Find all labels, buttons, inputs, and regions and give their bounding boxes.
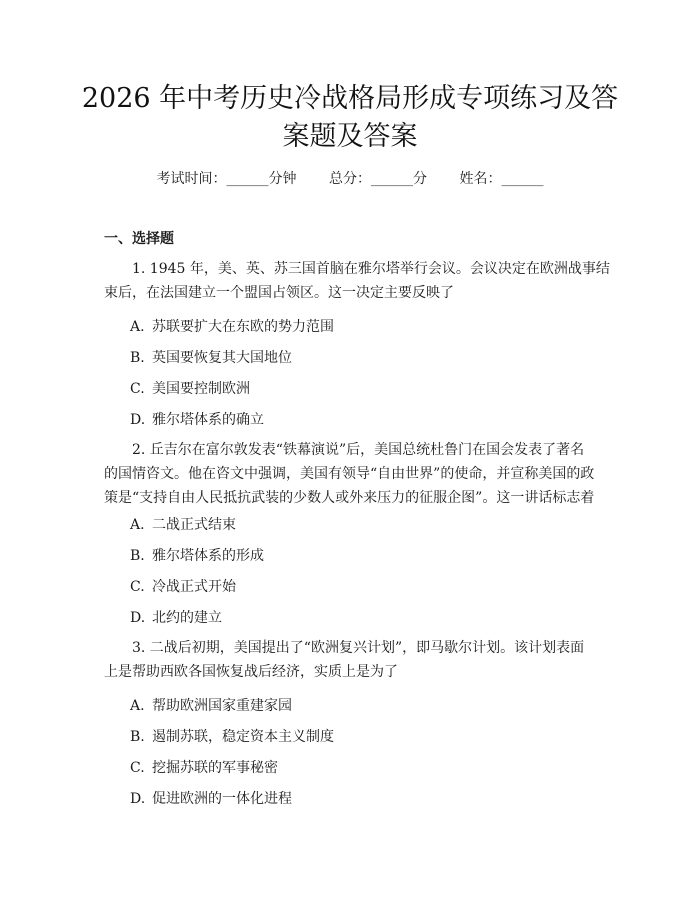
question-2-option-c <box>130 576 236 596</box>
option-text: 促进欧洲的一体化进程 <box>152 791 292 807</box>
option-text: 二战正式结束 <box>152 517 236 533</box>
option-letter: D. <box>130 791 146 807</box>
question-1-option-b <box>130 347 292 367</box>
question-1-stem <box>104 257 610 305</box>
option-letter: A. <box>130 517 145 533</box>
question-line: 束后，在法国建立一个盟国占领区。这一决定主要反映了 <box>104 285 454 301</box>
option-text: 雅尔塔体系的确立 <box>152 412 264 428</box>
option-text: 美国要控制欧洲 <box>152 381 250 397</box>
option-text: 苏联要扩大在东欧的势力范围 <box>152 319 334 335</box>
question-1-option-c <box>130 378 250 398</box>
question-3-option-d <box>130 788 292 808</box>
option-letter: C. <box>130 760 145 776</box>
exam-total-score: 总分：______分 <box>329 171 427 187</box>
option-text: 雅尔塔体系的形成 <box>152 548 264 564</box>
option-letter: D. <box>130 610 146 626</box>
option-letter: B. <box>130 729 145 745</box>
option-letter: A. <box>130 319 145 335</box>
document-title <box>60 80 640 156</box>
question-line: 2. 丘吉尔在富尔敦发表“铁幕演说”后，美国总统杜鲁门在国会发表了著名 <box>132 442 585 458</box>
question-2-option-b <box>130 545 264 565</box>
title-line-2: 案题及答案 <box>282 121 418 152</box>
title-line-1: 2026 年中考历史冷战格局形成专项练习及答 <box>81 83 619 114</box>
option-letter: A. <box>130 698 145 714</box>
question-3-option-c <box>130 757 278 777</box>
question-line: 的国情咨文。他在咨文中强调，美国有领导“自由世界”的使命，并宣称美国的政 <box>104 466 595 482</box>
question-2-option-d <box>130 607 222 627</box>
student-name: 姓名：______ <box>459 171 544 187</box>
option-letter: B. <box>130 350 145 366</box>
option-text: 挖掘苏联的军事秘密 <box>152 760 278 776</box>
question-line: 3. 二战后初期，美国提出了“欧洲复兴计划”，即马歇尔计划。该计划表面 <box>132 640 585 656</box>
exam-info <box>0 168 700 188</box>
question-3-option-b <box>130 726 334 746</box>
question-3-option-a <box>130 695 292 715</box>
question-2-option-a <box>130 514 236 534</box>
question-line: 策是“支持自由人民抵抗武装的少数人或外来压力的征服企图”。这一讲话标志着 <box>104 490 595 506</box>
question-1-option-d <box>130 409 264 429</box>
option-letter: C. <box>130 381 145 397</box>
option-letter: B. <box>130 548 145 564</box>
question-line: 上是帮助西欧各国恢复战后经济，实质上是为了 <box>104 664 398 680</box>
section-heading: 一、选择题 <box>104 231 174 247</box>
question-3-stem <box>104 636 602 684</box>
question-line: 1. 1945 年，美、英、苏三国首脑在雅尔塔举行会议。会议决定在欧洲战事结 <box>132 261 610 277</box>
option-text: 冷战正式开始 <box>152 579 236 595</box>
option-text: 英国要恢复其大国地位 <box>152 350 292 366</box>
question-2-stem <box>104 438 602 510</box>
exam-time: 考试时间：______分钟 <box>156 171 297 187</box>
option-letter: D. <box>130 412 146 428</box>
option-text: 帮助欧洲国家重建家园 <box>152 698 292 714</box>
question-1-option-a <box>130 316 334 336</box>
option-text: 遏制苏联，稳定资本主义制度 <box>152 729 334 745</box>
option-text: 北约的建立 <box>152 610 222 626</box>
option-letter: C. <box>130 579 145 595</box>
